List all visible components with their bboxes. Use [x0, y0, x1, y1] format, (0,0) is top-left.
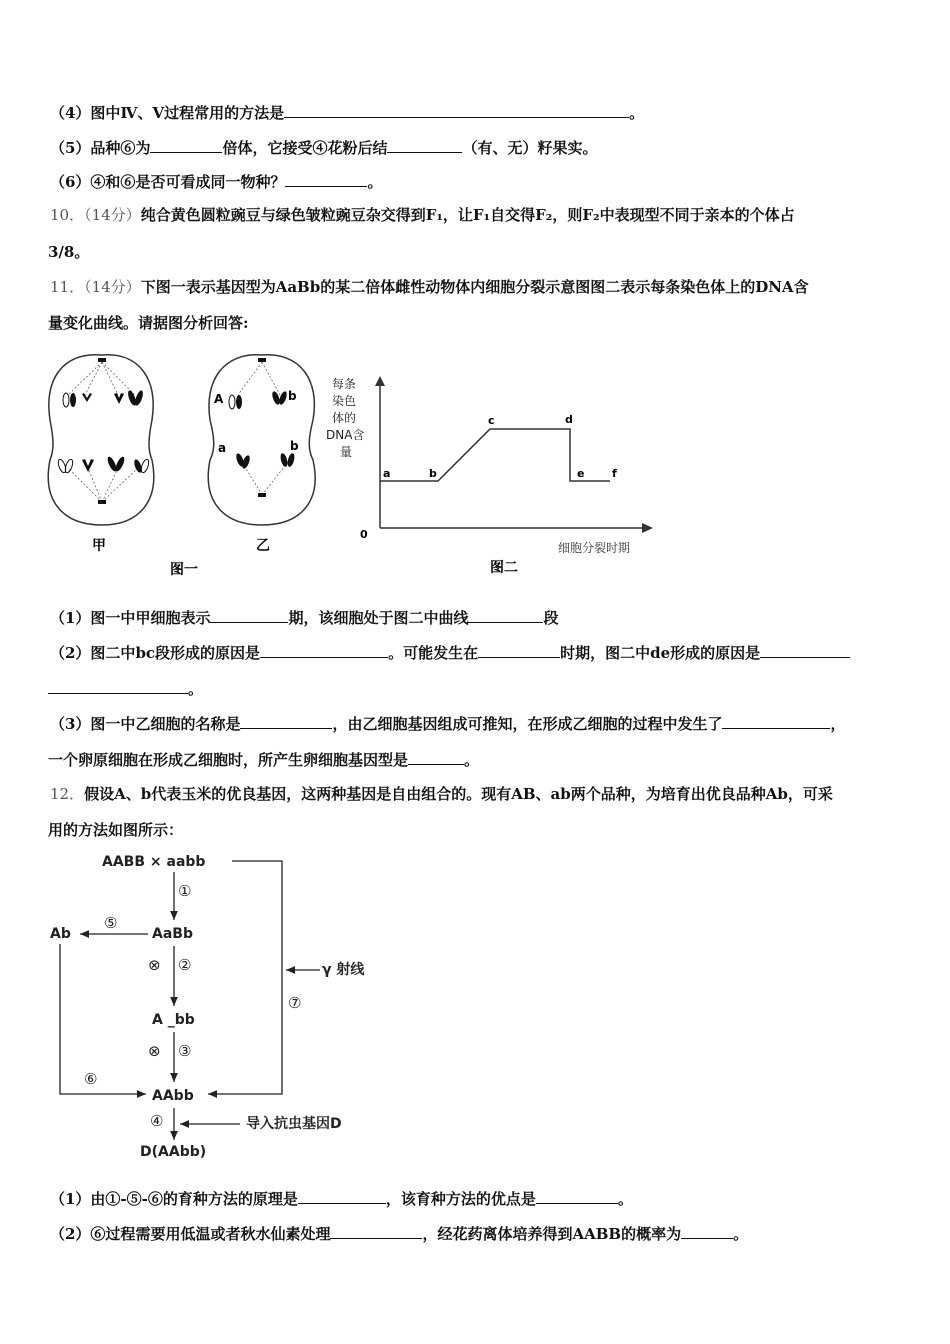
gene-import-label: 导入抗虫基因D: [246, 1116, 342, 1132]
figure-2-caption: 图二: [490, 560, 518, 576]
x-axis-arrow: [642, 523, 653, 533]
answer-blank[interactable]: [150, 136, 222, 153]
step-label: ⑥: [84, 1070, 98, 1088]
selfing-symbol: ⊗: [148, 956, 161, 974]
y-axis-label: [326, 376, 364, 459]
breeding-diagram: [40, 848, 400, 1168]
q12-item-1: （1）由①-⑤-⑥的育种方法的原理是 ，该育种方法的优点是 。: [50, 1187, 633, 1209]
answer-blank[interactable]: [285, 170, 367, 187]
arrow-step-6: [60, 944, 146, 1094]
svg-text:a: a: [383, 467, 391, 480]
q9-item-5: （5）品种⑥为 倍体，它接受④花粉后结 （有、无）籽果实。: [50, 136, 597, 158]
gene-label: A: [214, 392, 224, 406]
step-label: ⑤: [104, 914, 118, 932]
x-axis-label: 细胞分裂时期: [558, 541, 631, 555]
answer-blank[interactable]: [48, 677, 188, 694]
answer-blank[interactable]: [210, 606, 288, 623]
answer-blank[interactable]: [260, 641, 388, 658]
cell-yi-outline: [208, 355, 315, 525]
cell-jia-outline: [48, 355, 153, 525]
step-label: ②: [178, 956, 192, 974]
q11-item-2-cont: 。: [48, 677, 203, 699]
svg-text:染色: 染色: [332, 394, 357, 408]
svg-text:体的: 体的: [332, 411, 357, 425]
q12-item-2: （2）⑥过程需要用低温或者秋水仙素处理 ，经花药离体培养得到AABB的概率为 。: [50, 1222, 748, 1244]
spindle-lines-yi: [238, 362, 288, 495]
svg-text:d: d: [565, 413, 573, 426]
answer-blank[interactable]: [468, 606, 543, 623]
figure-2-chart: [320, 370, 670, 580]
answer-blank[interactable]: [387, 136, 462, 153]
parents-cross: AABB × aabb: [102, 854, 206, 870]
chromosomes-jia: [57, 358, 150, 504]
svg-text:量: 量: [340, 445, 353, 459]
answer-blank[interactable]: [536, 1187, 618, 1204]
a-bb-genotype: A _bb: [152, 1012, 195, 1028]
y-axis-arrow: [375, 376, 385, 386]
origin-label: 0: [360, 528, 368, 541]
step-label: ①: [178, 882, 192, 900]
answer-blank[interactable]: [298, 1187, 386, 1204]
svg-text:b: b: [429, 467, 437, 480]
q9-item-4: （4）图中Ⅳ、Ⅴ过程常用的方法是 。: [50, 101, 644, 123]
answer-blank[interactable]: [760, 641, 850, 658]
answer-blank[interactable]: [284, 101, 629, 118]
selfing-symbol: ⊗: [148, 1042, 161, 1060]
haploid-ab: Ab: [50, 926, 71, 942]
q12-text: 12．假设A、b代表玉米的优良基因，这两种基因是自由组合的。现有AB、ab两个品种，为培育出优良品种Ab，可采: [50, 785, 833, 803]
q9-item-6: （6）④和⑥是否可看成同一物种？ 。: [50, 170, 382, 192]
aabb-genotype: AAbb: [152, 1088, 194, 1104]
svg-text:每条: 每条: [332, 377, 357, 391]
answer-blank[interactable]: [722, 712, 830, 729]
answer-blank[interactable]: [240, 712, 332, 729]
q11-item-1: （1）图一中甲细胞表示 期，该细胞处于图二中曲线 段: [50, 606, 558, 628]
step-label: ④: [150, 1112, 164, 1130]
gene-label: a: [218, 441, 227, 455]
step-label: ⑦: [288, 994, 302, 1012]
svg-text:c: c: [488, 414, 495, 427]
gene-label: b: [290, 439, 299, 453]
q11-item-2: （2）图二中bc段形成的原因是 。可能发生在 时期，图二中de形成的原因是: [50, 641, 850, 663]
spindle-lines-jia: [68, 362, 138, 502]
gene-label: b: [288, 389, 297, 403]
figure-1-caption: 图一: [170, 562, 198, 578]
answer-blank[interactable]: [478, 641, 560, 658]
q10-text-2: 3/8。: [48, 243, 90, 261]
dna-curve: [380, 429, 610, 481]
q11-item-3: （3）图一中乙细胞的名称是 ，由乙细胞基因组成可推知，在形成乙细胞的过程中发生了 ，: [50, 712, 845, 734]
figure-1-cells: [40, 350, 340, 580]
f1-genotype: AaBb: [152, 926, 193, 942]
curve-points: [383, 413, 617, 480]
q11-item-3-cont: 一个卵原细胞在形成乙细胞时，所产生卵细胞基因型是 。: [48, 748, 479, 770]
answer-blank[interactable]: [408, 748, 464, 765]
gamma-ray-label: γ 射线: [322, 962, 365, 978]
svg-text:f: f: [612, 467, 617, 480]
svg-text:e: e: [577, 467, 585, 480]
label-cell-jia: 甲: [92, 538, 106, 554]
chromosomes-yi: [229, 358, 296, 497]
label-cell-yi: 乙: [256, 538, 270, 554]
q12-text-2: 用的方法如图所示：: [48, 821, 184, 839]
d-aabb-genotype: D(AAbb): [140, 1144, 207, 1160]
answer-blank[interactable]: [330, 1222, 422, 1239]
q11-text: 11．（14分）下图一表示基因型为AaBb的某二倍体雌性动物体内细胞分裂示意图图二表示每条染色体上的DNA含: [50, 278, 809, 296]
q10-text: 10．（14分）纯合黄色圆粒豌豆与绿色皱粒豌豆杂交得到F₁，让F₁自交得F₂，则F₂中表现型不同于亲本的个体占: [50, 206, 795, 224]
answer-blank[interactable]: [681, 1222, 733, 1239]
svg-text:DNA含: DNA含: [326, 428, 365, 442]
step-label: ③: [178, 1042, 192, 1060]
arrow-step-7: [208, 861, 282, 1094]
q11-text-2: 量变化曲线。请据图分析回答:: [48, 314, 249, 332]
